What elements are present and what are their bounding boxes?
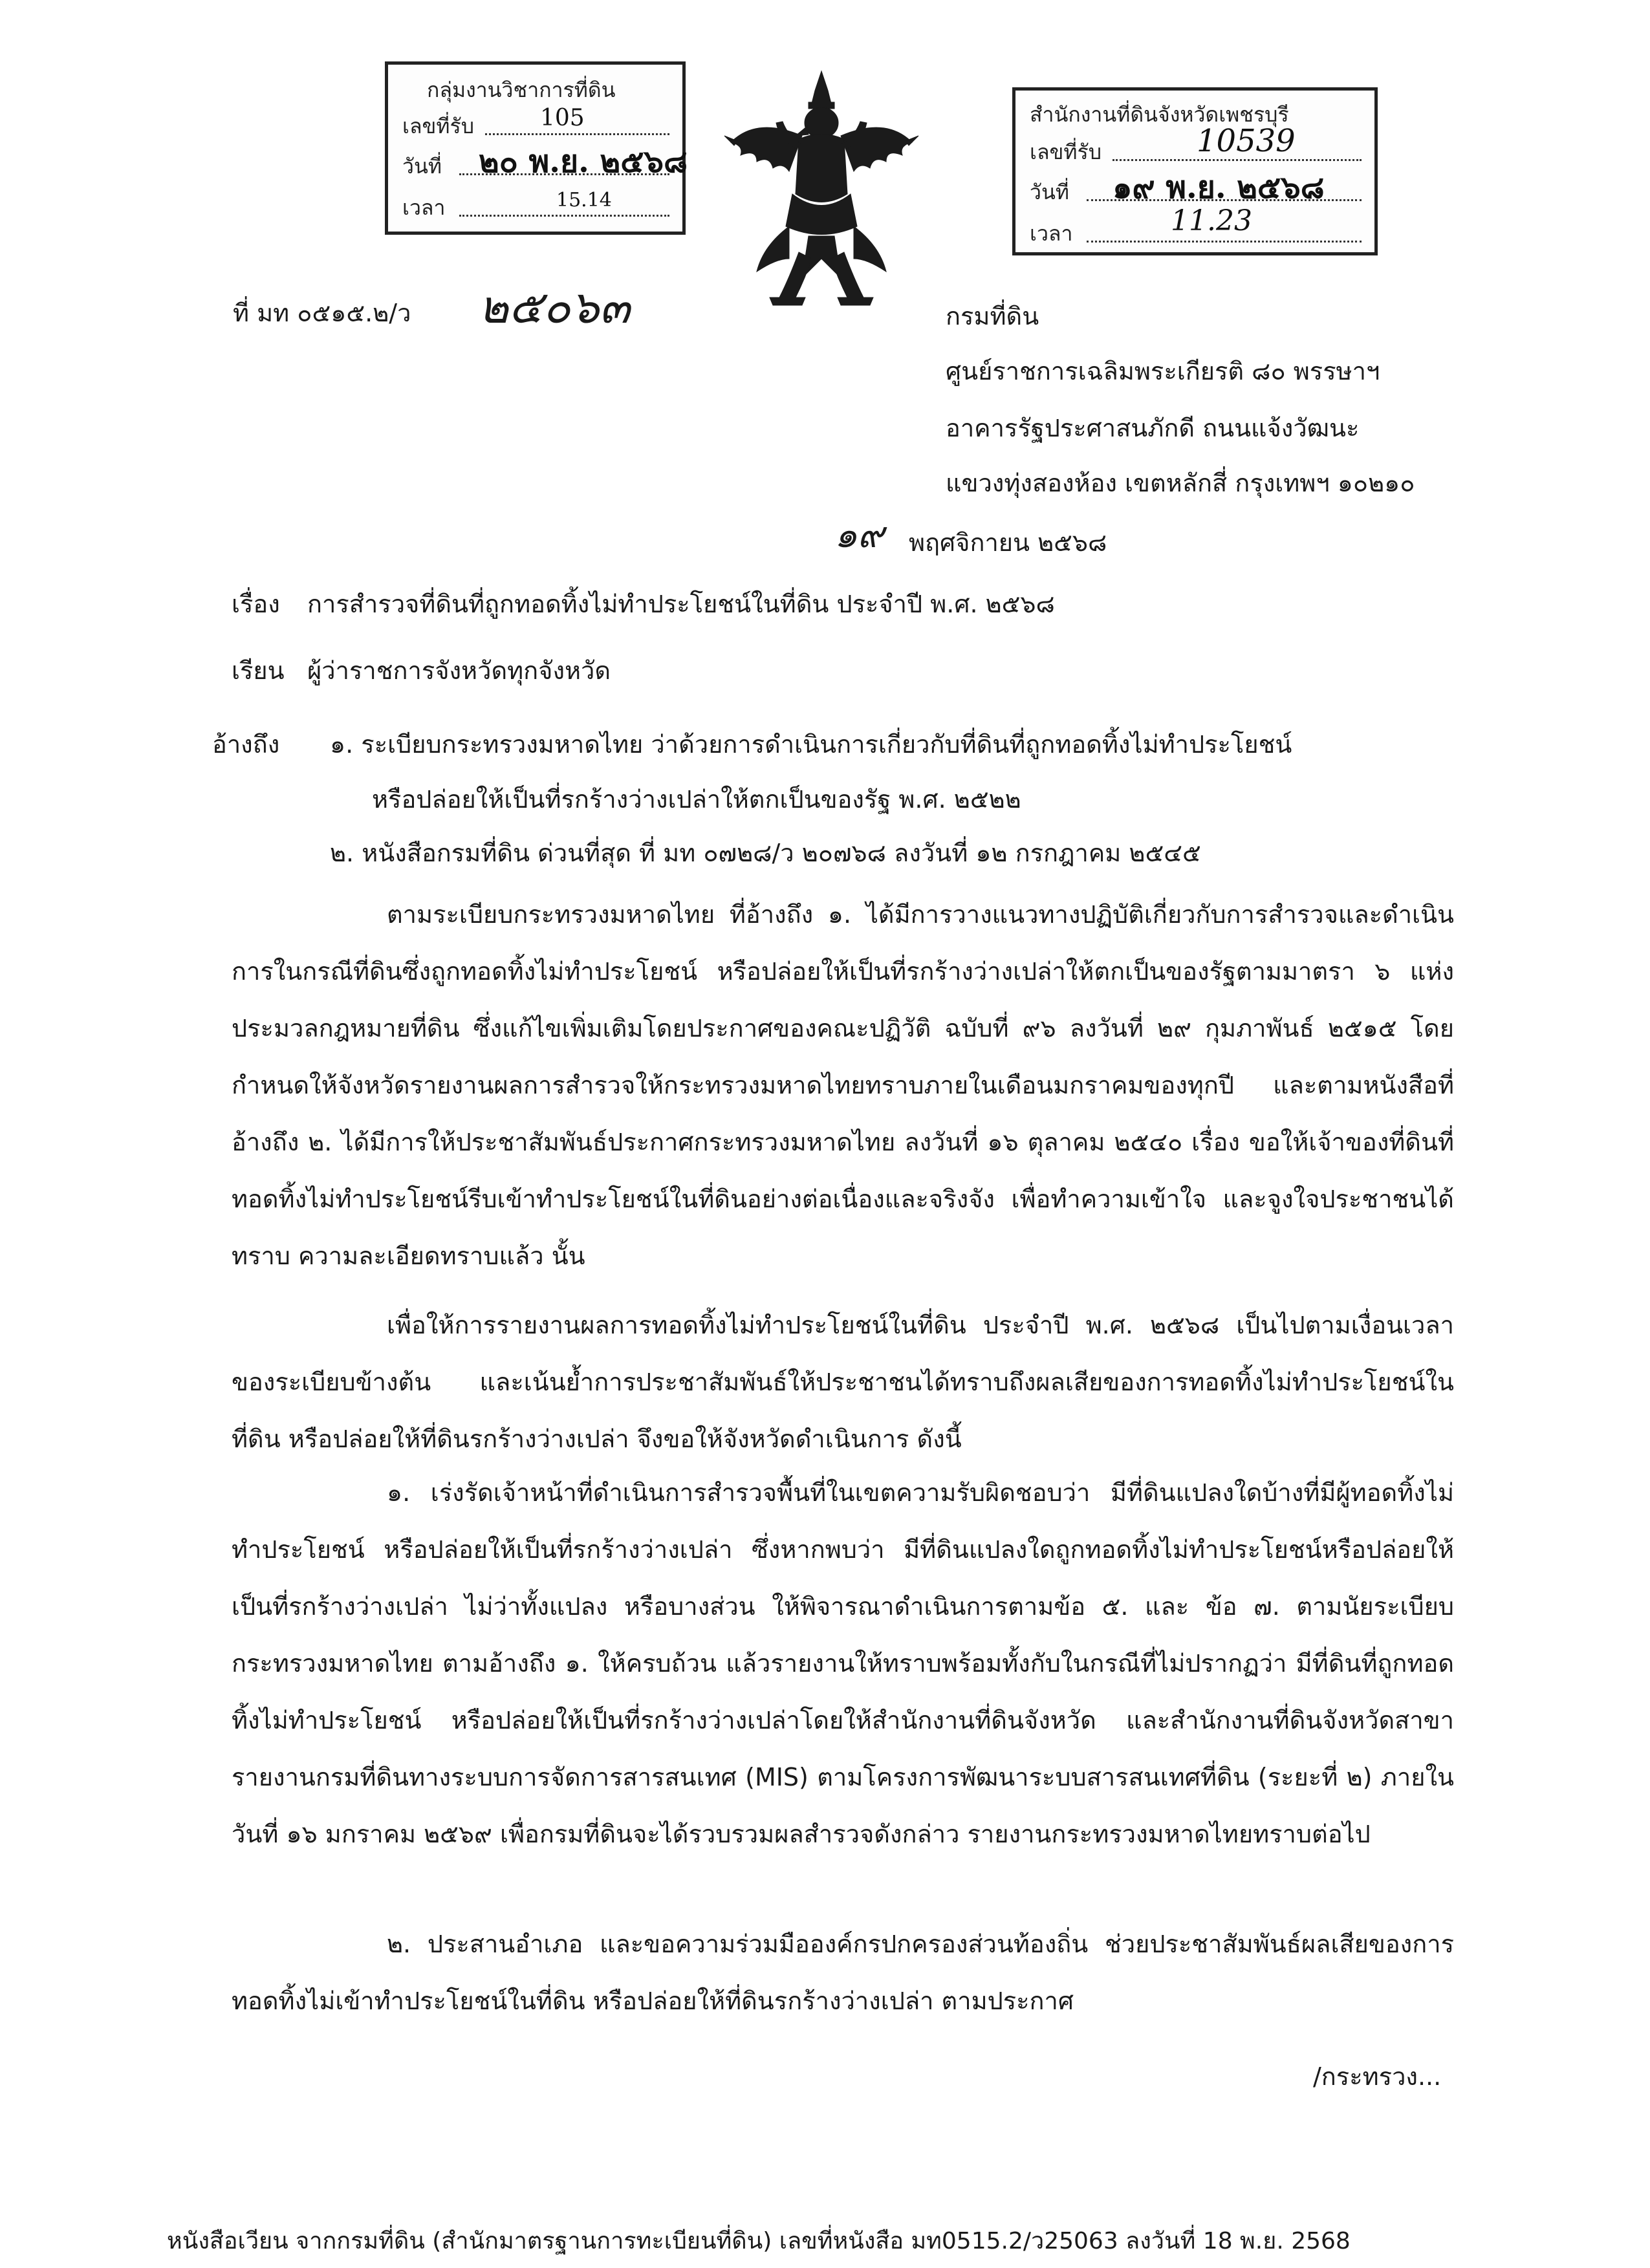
stamp-time-value: 15.14 [556, 189, 612, 211]
sender-address-1: ศูนย์ราชการเฉลิมพระเกียรติ ๘๐ พรรษาฯ [946, 357, 1380, 385]
subject-label: เรื่อง [232, 590, 280, 618]
references-label: อ้างถึง [212, 730, 280, 759]
stamp-date-label: วันที่ [402, 154, 442, 178]
stamp-time-label: เวลา [402, 195, 446, 220]
sender-org: กรมที่ดิน [946, 302, 1039, 330]
receipt-stamp-left [385, 61, 686, 235]
garuda-emblem-icon [718, 65, 925, 320]
letter-date: พฤศจิกายน ๒๕๖๘ [909, 528, 1107, 557]
body-paragraph-4: ๒. ประสานอำเภอ และขอความร่วมมือองค์กรปกครองส่วนท้องถิ่น ช่วยประชาสัมพันธ์ผลเสียของการทอดทิ้งไม่เข้าทำประโยชน์ในที่ดิน หรือปล่อยให้ที่ดินรกร้างว่างเปล่า ตามประกาศ [232, 1930, 1454, 2015]
subject-text: การสำรวจที่ดินที่ถูกทอดทิ้งไม่ทำประโยชน์ในที่ดิน ประจำปี พ.ศ. ๒๕๖๘ [307, 590, 1055, 618]
salutation-text: ผู้ว่าราชการจังหวัดทุกจังหวัด [307, 656, 611, 685]
stamp-unit: สำนักงานที่ดินจังหวัดเพชรบุรี [1030, 102, 1289, 127]
reference-1-line-1: ๑. ระเบียบกระทรวงมหาดไทย ว่าด้วยการดำเนินการเกี่ยวกับที่ดินที่ถูกทอดทิ้งไม่ทำประโยชน์ [330, 730, 1292, 759]
reference-2: ๒. หนังสือกรมที่ดิน ด่วนที่สุด ที่ มท ๐๗๒๘/ว ๒๐๗๖๘ ลงวันที่ ๑๒ กรกฎาคม ๒๕๔๕ [330, 839, 1201, 867]
salutation-label: เรียน [232, 656, 285, 685]
reference-1-line-2: หรือปล่อยให้เป็นที่รกร้างว่างเปล่าให้ตกเป็นของรัฐ พ.ศ. ๒๕๒๒ [372, 785, 1021, 814]
stamp-time-label: เวลา [1030, 221, 1073, 246]
stamp-unit: กลุ่มงานวิชาการที่ดิน [427, 78, 616, 102]
receipt-stamp-right [1012, 87, 1378, 255]
stamp-no-value: 105 [540, 105, 585, 131]
garuda-emblem [718, 65, 925, 320]
body-paragraph-1: ตามระเบียบกระทรวงมหาดไทย ที่อ้างถึง ๑. ได้มีการวางแนวทางปฏิบัติเกี่ยวกับการสำรวจและดำเนินการในกรณีที่ดินซึ่งถูกทอดทิ้งไม่ทำประโยชน์ หรือปล่อยให้เป็นที่รกร้างว่างเปล่าให้ตกเป็นของรัฐตามมาตรา ๖ แห่งประมวลกฎหมายที่ดิน ซึ่งแก้ไขเพิ่มเติมโดยประกาศของคณะปฏิวัติ ฉบับที่ ๙๖ ลงวันที่ ๒๙ กุมภาพันธ์ ๒๕๑๕ โดยกำหนดให้จังหวัดรายงานผลการสำรวจให้กระทรวงมหาดไทยทราบภายในเดือนมกราคมของทุกปี และตามหนังสือที่อ้างถึง ๒. ได้มีการให้ประชาสัมพันธ์ประกาศกระทรวงมหาดไทย ลงวันที่ ๑๖ ตุลาคม ๒๕๔๐ เรื่อง ขอให้เจ้าของที่ดินที่ทอดทิ้งไม่ทำประโยชน์รีบเข้าทำประโยชน์ในที่ดินอย่างต่อเนื่องและจริงจัง เพื่อทำความเข้าใจ และจูงใจประชาชนได้ทราบ ความละเอียดทราบแล้ว นั้น [232, 900, 1454, 1270]
stamp-time-value: 11.23 [1171, 204, 1252, 237]
body-paragraph-3: ๑. เร่งรัดเจ้าหน้าที่ดำเนินการสำรวจพื้นที่ในเขตความรับผิดชอบว่า มีที่ดินแปลงใดบ้างที่มีผู้ทอดทิ้งไม่ทำประโยชน์ หรือปล่อยให้เป็นที่รกร้างว่างเปล่า ซึ่งหากพบว่า มีที่ดินแปลงใดถูกทอดทิ้งไม่ทำประโยชน์หรือปล่อยให้เป็นที่รกร้างว่างเปล่า ไม่ว่าทั้งแปลง หรือบางส่วน ให้พิจารณาดำเนินการตามข้อ ๕. และ ข้อ ๗. ตามนัยระเบียบกระทรวงมหาดไทย ตามอ้างถึง ๑. ให้ครบถ้วน แล้วรายงานให้ทราบพร้อมทั้งกับในกรณีที่ไม่ปรากฏว่า มีที่ดินที่ถูกทอดทิ้งไม่ทำประโยชน์ หรือปล่อยให้เป็นที่รกร้างว่างเปล่าโดยให้สำนักงานที่ดินจังหวัด และสำนักงานที่ดินจังหวัดสาขา รายงานกรมที่ดินทางระบบการจัดการสารสนเทศ (MIS) ตามโครงการพัฒนาระบบสารสนเทศที่ดิน (ระยะที่ ๒) ภายในวันที่ ๑๖ มกราคม ๒๕๖๙ เพื่อกรมที่ดินจะได้รวบรวมผลสำรวจดังกล่าว รายงานกระทรวงมหาดไทยทราบต่อไป [232, 1478, 1454, 1848]
footer-circular-note: หนังสือเวียน จากกรมที่ดิน (สำนักมาตรฐานการทะเบียนที่ดิน) เลขที่หนังสือ มท0515.2/ว25063 ลงวันที่ 18 พ.ย. 2568 [167, 2228, 1351, 2254]
stamp-no-label: เลขที่รับ [402, 114, 475, 138]
stamp-date-label: วันที่ [1030, 180, 1069, 204]
body-paragraph-2: เพื่อให้การรายงานผลการทอดทิ้งไม่ทำประโยชน์ในที่ดิน ประจำปี พ.ศ. ๒๕๖๘ เป็นไปตามเงื่อนเวลาของระเบียบข้างต้น และเน้นย้ำการประชาสัมพันธ์ให้ประชาชนได้ทราบถึงผลเสียของการทอดทิ้งไม่ทำประโยชน์ในที่ดิน หรือปล่อยให้ที่ดินรกร้างว่างเปล่า จึงขอให้จังหวัดดำเนินการ ดังนี้ [232, 1311, 1454, 1453]
stamp-no-label: เลขที่รับ [1030, 140, 1102, 164]
letter-date-day: ๑๙ [834, 514, 884, 556]
reference-number: ที่ มท ๐๕๑๕.๒/ว [233, 299, 411, 327]
stamp-date-value: ๑๙ พ.ย. ๒๕๖๘ [1113, 169, 1325, 206]
stamp-no-value: 10539 [1197, 123, 1296, 159]
reference-number-handwritten: ๒๕๐๖๓ [479, 281, 631, 334]
sender-address-2: อาคารรัฐประศาสนภักดี ถนนแจ้งวัฒนะ [946, 414, 1360, 442]
continued-marker: /กระทรวง... [1313, 2062, 1442, 2091]
sender-address-3: แขวงทุ่งสองห้อง เขตหลักสี่ กรุงเทพฯ ๑๐๒๑๐ [946, 469, 1415, 497]
stamp-date-value: ๒๐ พ.ย. ๒๕๖๘ [479, 144, 688, 180]
